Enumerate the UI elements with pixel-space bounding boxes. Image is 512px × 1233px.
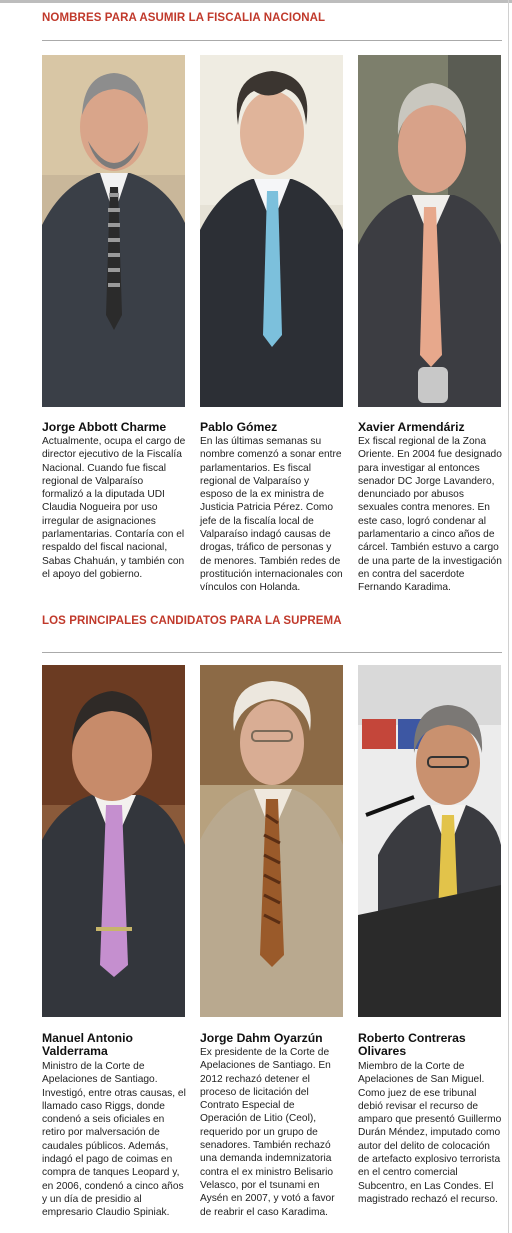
person-bio: Ministro de la Corte de Apelaciones de Santiago. Investigó, entre otras causas, el llamado caso Riggs, donde condenó a seis oficiales en retiro por malversación de caudales públicos. Además, indagó el pago de coimas en compra de tanques Leopard y, en 2006, condenó a cinco años y un día de presidio al empresario Claudio Spiniak. <box>42 1061 186 1219</box>
person-name: Xavier Armendáriz <box>358 420 465 434</box>
portrait-illustration <box>200 665 343 1017</box>
person-bio: Ex fiscal regional de la Zona Oriente. En 2004 fue designado para investigar al entonces senador DC Jorge Lavandero, denunciado por abusos sexuales contra menores. En este caso, logró condenar al parlamentario a cinco años de cárcel. También estuvo a cargo de una parte de la investigación en contra del sacerdote Fernando Karadima. <box>358 436 502 594</box>
portrait-illustration <box>42 665 185 1017</box>
top-rule <box>0 0 512 3</box>
portrait-illustration <box>200 55 343 407</box>
person-bio: En las últimas semanas su nombre comenzó a sonar entre parlamentarios. Es fiscal regional de Valparaíso y esposo de la ex ministra de Justicia Patricia Pérez. Como jefe de la fiscalía local de Valparaíso indagó causas de drogas, tráfico de personas y de menores. También redes de prostitución internacionales con vínculos con Holanda. <box>200 436 343 594</box>
section-divider <box>42 40 502 41</box>
right-rule <box>508 0 509 1233</box>
person-name: Roberto Contreras Olivares <box>358 1031 466 1058</box>
portrait-photo <box>358 55 501 407</box>
person-bio: Ex presidente de la Corte de Apelaciones de Santiago. En 2012 rechazó detener el proceso de licitación del Contrato Especial de Operación de Litio (Ceol), requerido por un grupo de senadores. También rechazó una demanda indemnizatoria contra el ex ministro Belisario Velasco, por el tsunami en Aysén en 2007, y votó a favor de reabrir el caso Karadima. <box>200 1047 335 1218</box>
portrait-illustration <box>358 665 501 1017</box>
person-name: Jorge Dahm Oyarzún <box>200 1031 323 1045</box>
section-heading-suprema: LOS PRINCIPALES CANDIDATOS PARA LA SUPREMA <box>42 615 342 627</box>
person-name: Pablo Gómez <box>200 420 278 434</box>
person-name: Jorge Abbott Charme <box>42 420 167 434</box>
section-heading-fiscalia: NOMBRES PARA ASUMIR LA FISCALIA NACIONAL <box>42 12 326 24</box>
portrait-photo <box>42 55 185 407</box>
portrait-illustration <box>42 55 185 407</box>
portrait-illustration <box>358 55 501 407</box>
person-bio: Actualmente, ocupa el cargo de director ejecutivo de la Fiscalía Nacional. Cuando fue fiscal regional de Valparaíso formalizó a la diputada UDI Claudia Nogueira por uso irregular de asignaciones parlamentarias. Contaría con el respaldo del fiscal nacional, Sabas Chahuán, y también con el apoyo del gobierno. <box>42 436 186 580</box>
portrait-photo <box>200 55 343 407</box>
person-name: Manuel Antonio Valderrama <box>42 1031 133 1058</box>
portrait-photo <box>358 665 501 1017</box>
person-bio: Miembro de la Corte de Apelaciones de San Miguel. Como juez de ese tribunal debió revisar el recurso de amparo que presentó Guillermo Durán Méndez, imputado como autor del delito de colocación de artefacto explosivo terrorista en el centro comercial Subcentro, en Las Condes. El magistrado rechazó el recurso. <box>358 1061 502 1205</box>
portrait-photo <box>42 665 185 1017</box>
section-divider <box>42 652 502 653</box>
portrait-photo <box>200 665 343 1017</box>
